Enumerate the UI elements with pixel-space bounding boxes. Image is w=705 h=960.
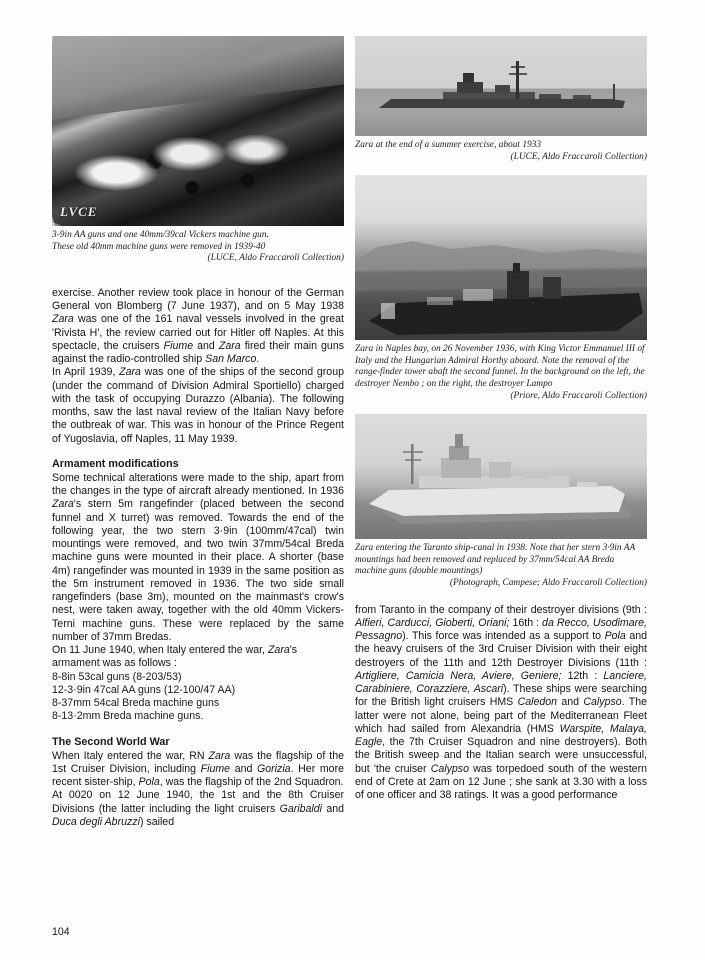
page-number: 104 bbox=[52, 926, 70, 938]
caption-zara-1933 bbox=[355, 140, 647, 163]
caption-line: Zara entering the Taranto ship-canal in 1938. Note that her stern 3·9in AA mountings had been removed and replaced by 37mm/54cal AA Breda machine guns (double mountings) bbox=[355, 543, 636, 577]
luce-watermark: LVCE bbox=[60, 204, 98, 219]
zara-ship-silhouette bbox=[367, 263, 645, 337]
armament-list-item: 8-13·2mm Breda machine guns. bbox=[52, 710, 204, 723]
armament-list-item: 8-37mm 54cal Breda machine guns bbox=[52, 697, 220, 710]
caption-aa-guns bbox=[52, 230, 344, 265]
photo-credit: (Photograph, Campese; Aldo Fraccaroli Collection) bbox=[449, 577, 647, 588]
paragraph-cruiser-divisions-sailed: At 0020 on 12 June 1940, the 1st and the 8th Cruiser Divisions (the latter including the light cruisers Garibaldi and Duca degli Abruzzi) sailed bbox=[52, 789, 344, 828]
photo-credit: (Priore, Aldo Fraccaroli Collection) bbox=[510, 390, 647, 401]
paragraph-technical-alterations: Some technical alterations were made to the ship, apart from the changes in the type of aircraft already mentioned. In 1936 Zara's stern 5m rangefinder (placed between the second funnel and X turret) was removed. Towards the end of the following year, the two stern 3·9in (100mm/47cal) twin mountings were removed, and two twin 37mm/54cal Breda machine guns were mounted in their place. A shorter (base 4m) rangefinder was mounted in 1939 in the same position as the 5m instrument removed in 1936. The two side small rangefinders (base 3m), mounted on the mainmast's crow's nest, were taken away, together with the old 40mm Vickers-Terni machine guns. These were replaced by the same number of 37mm Bredas. bbox=[52, 471, 344, 643]
armament-list-item: 8-8in 53cal guns (8-203/53) bbox=[52, 670, 182, 683]
caption-line: Zara at the end of a summer exercise, about 1933 bbox=[355, 140, 542, 150]
zara-taranto-canal-photo bbox=[355, 414, 647, 539]
zara-ship-silhouette bbox=[363, 424, 639, 534]
caption-line: These old 40mm machine guns were removed in 1939-40 bbox=[52, 241, 266, 252]
right-column bbox=[355, 36, 647, 802]
paragraph-armament-intro: On 11 June 1940, when Italy entered the war, Zara's armament was as follows : bbox=[52, 644, 298, 670]
paragraph-exercise-review: exercise. Another review took place in honour of the German General von Blomberg (7 June 1937), and on 5 May 1938 Zara was one of the 161 naval vessels involved in the great 'Rivista H', the review carried out for Hitler off Naples. At this spectacle, the cruisers Fiume and Zara fired their main guns against the radio-controlled ship San Marco. bbox=[52, 286, 345, 366]
heading-armament-modifications: Armament modifications bbox=[52, 457, 179, 470]
photo-credit: (LUCE, Aldo Fraccaroli Collection) bbox=[207, 253, 344, 264]
naples-hillside-silhouette bbox=[355, 227, 647, 340]
caption-zara-taranto bbox=[355, 543, 647, 589]
zara-ship-silhouette bbox=[373, 58, 631, 120]
deck-aa-guns-photo bbox=[52, 36, 344, 226]
paragraph-taranto-destroyer-divisions: from Taranto in the company of their destroyer divisions (9th : Alfieri, Carducci, Gioberti, Oriani; 16th : da Recco, Usodimare, Pessagno). This force was intended as a support to Pola and the heavy cruisers of the 3rd Cruiser Division with their eight destroyers of the 11th and 12th Destroyer Divisions (11th : Artigliere, Camicia Nera, Aviere, Geniere; 12th : Lanciere, Carabiniere, Corazziere, Ascari). These ships were searching for the British light cruisers HMS Caledon and Calypso. The latter were not alone, being part of the Mediterranean Fleet which had sailed from Alexandria (HMS Warspite, Malaya, Eagle, the 7th Cruiser Squadron and nine destroyers). Both the British sweep and the Italian search were unsuccessful, but 'the cruiser Calypso was torpedoed south of the western end of Crete at 2am on 12 June ; she sank at 3.30 with a loss of one officer and 38 ratings. It was a good performance bbox=[355, 603, 648, 802]
photo-credit: (LUCE, Aldo Fraccaroli Collection) bbox=[510, 151, 647, 162]
caption-zara-naples bbox=[355, 344, 647, 402]
zara-naples-bay-photo bbox=[355, 175, 647, 340]
zara-summer-exercise-photo bbox=[355, 36, 647, 136]
armament-list-item: 12-3·9in 47cal AA guns (12-100/47 AA) bbox=[52, 683, 236, 696]
paragraph-april-1939: In April 1939, Zara was one of the ships of the second group (under the command of Division Admiral Sportiello) charged with the task of occupying Durazzo (Albania). The following months, saw the last naval review of the Italian Navy before the outbreak of war. This was in honour of the Prince Regent of Yugoslavia, off Naples, 11 May 1939. bbox=[52, 366, 344, 445]
caption-line: Zara in Naples bay, on 26 November 1936, with King Victor Emmanuel III of Italy and the Hungarian Admiral Horthy aboard. Note the removal of the range-finder tower abaft the second funnel. In the background on the left, the destroyer Nembo ; on the right, the destroyer Lampo bbox=[355, 344, 645, 389]
heading-second-world-war: The Second World War bbox=[52, 735, 170, 748]
caption-line: 3-9in AA guns and one 40mm/39cal Vickers machine gun. bbox=[52, 230, 269, 240]
armament-list bbox=[52, 671, 344, 724]
left-column bbox=[52, 36, 344, 829]
paragraph-italy-entered-war: When Italy entered the war, RN Zara was the flagship of the 1st Cruiser Division, including Fiume and Gorizia. Her more recent sister-ship, Pola, was the flagship of the 2nd Squadron. bbox=[52, 749, 344, 789]
